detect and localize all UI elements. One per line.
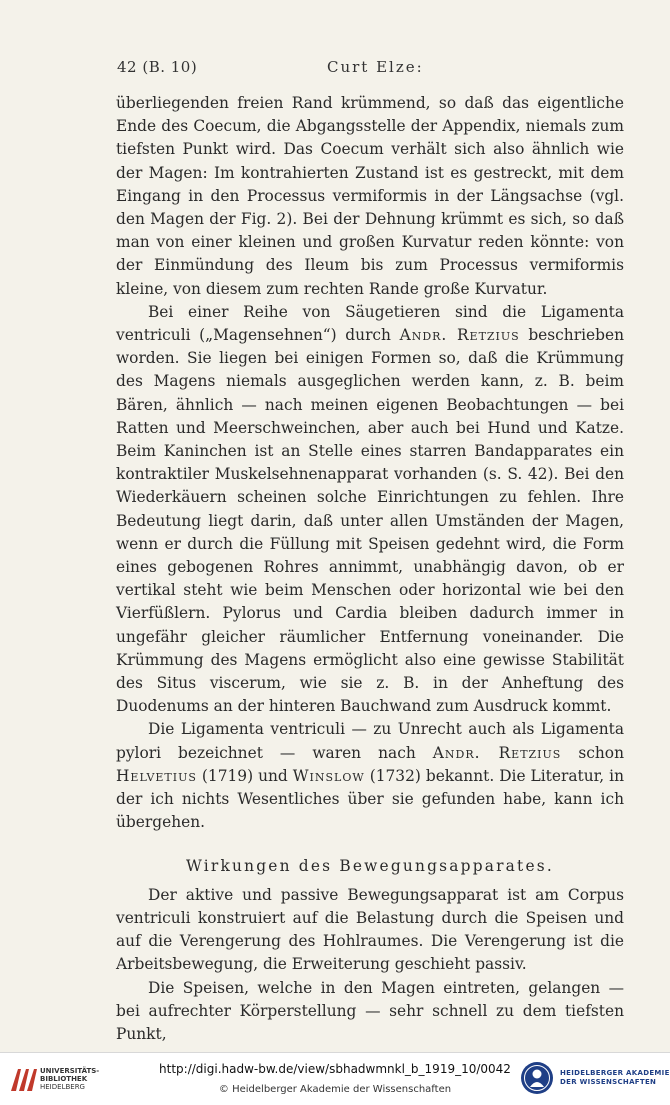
- author-name-winslow: Winslow: [292, 766, 365, 785]
- author-name-helvetius: Helvetius: [116, 766, 197, 785]
- academy-line-2: DER WISSENSCHAFTEN: [560, 1078, 657, 1086]
- section-title: Wirkungen des Bewegungsapparates.: [186, 856, 554, 875]
- paragraph-1: überliegenden freien Rand krümmend, so daß das eigentliche Ende des Coecum, die Abgangsstelle der Appendix, niemals zum tiefsten Punkt wird. Das Coecum verhält sich also ähnlich wie der Magen: Im kontrahierten Zustand ist es gestreckt, mit dem Eingang in den Processus vermiformis in der Längsachse (vgl. den Magen der Fig. 2). Bei der Dehnung krümmt es sich, so daß man von einer kleinen und großen Kurvatur reden könnte: von der Einmündung des Ileum bis zum Processus vermiformis kleine, von diesem zum rechten Rande große Kurvatur.: [116, 94, 624, 298]
- paragraph-4: Der aktive und passive Bewegungsapparat ist am Corpus ventriculi konstruiert auf die Belastung durch die Speisen und auf die Verengerung des Hohlraumes. Die Verengerung ist die Arbeitsbewegung, die Erweiterung geschieht passiv.: [116, 885, 624, 974]
- academy-name: [560, 1069, 670, 1087]
- paragraph-2-start: Bei einer Reihe von Säugetieren sind die Ligamenta ventriculi („Magensehnen“) durch: [116, 302, 624, 345]
- author-name-retzius: Andr. Retzius: [399, 326, 520, 345]
- body-text: [116, 92, 624, 1046]
- library-line-1: UNIVERSITÄTS-: [40, 1067, 100, 1075]
- library-line-2: BIBLIOTHEK: [40, 1075, 88, 1083]
- paragraph-3: [116, 718, 624, 834]
- paragraph-2-rest: beschrieben worden. Sie liegen bei einigen Formen so, daß die Krümmung des Magens niemals ausgeglichen werden kann, z. B. beim Bären, ähnlich — nach meinen eigenen Beobachtungen — bei Ratten und Meerschweinchen, aber auch bei Hund und Katze. Beim Kaninchen ist an Stelle eines starren Bandapparates ein kontraktiler Muskelsehnenapparat vorhanden (s. S. 42). Bei den Wiederkäuern scheinen solche Einrichtungen zu fehlen. Ihre Bedeutung liegt darin, daß unter allen Umständen der Magen, wenn er durch die Füllung mit Speisen gedehnt wird, die Form eines gebogenen Rohres annimmt, unabhängig davon, ob er vertikal steht wie beim Menschen oder horizontal wie bei den Vierfüßlern. Pylorus und Cardia bleiben dadurch immer in ungefähr gleicher räumlicher Entfernung voneinander. Die Krümmung des Magens ermöglicht also eine gewisse Stabilität des Situs viscerum, wie sie z. B. in der Anheftung des Duodenums an der hinteren Bauchwand zum Ausdruck kommt.: [116, 326, 624, 716]
- paragraph-3-mid2: (1719) und: [201, 766, 288, 785]
- footer-bar: [0, 1052, 670, 1105]
- academy-line-1: HEIDELBERGER AKADEMIE: [560, 1069, 670, 1077]
- author-name-retzius-2: Andr. Retzius: [432, 743, 562, 762]
- academy-seal-icon[interactable]: [520, 1061, 554, 1095]
- paragraph-3-mid: schon: [578, 743, 624, 762]
- permalink-url[interactable]: http://digi.hadw-bw.de/view/sbhadwmnkl_b_1919_10/0042: [159, 1062, 511, 1076]
- page-reference: 42 (B. 10): [117, 58, 198, 76]
- paragraph-5: Die Speisen, welche in den Magen eintreten, gelangen — bei aufrechter Körperstellung — sehr schnell zu dem tiefsten Punkt,: [116, 978, 624, 1043]
- paragraph-2: [116, 301, 624, 719]
- paragraph-3-start: Die Ligamenta ventriculi — zu Unrecht auch als Ligamenta pylori bezeichnet — waren nach: [116, 720, 624, 762]
- running-author: Curt Elze:: [327, 58, 424, 76]
- copyright-notice: © Heidelberger Akademie der Wissenschaften: [218, 1084, 452, 1095]
- paragraph-3-end: (1732) bekannt. Die Literatur, in der ich nichts Wesentliches über sie gefunden habe, kann ich übergehen.: [116, 766, 624, 832]
- library-line-3: HEIDELBERG: [40, 1083, 85, 1091]
